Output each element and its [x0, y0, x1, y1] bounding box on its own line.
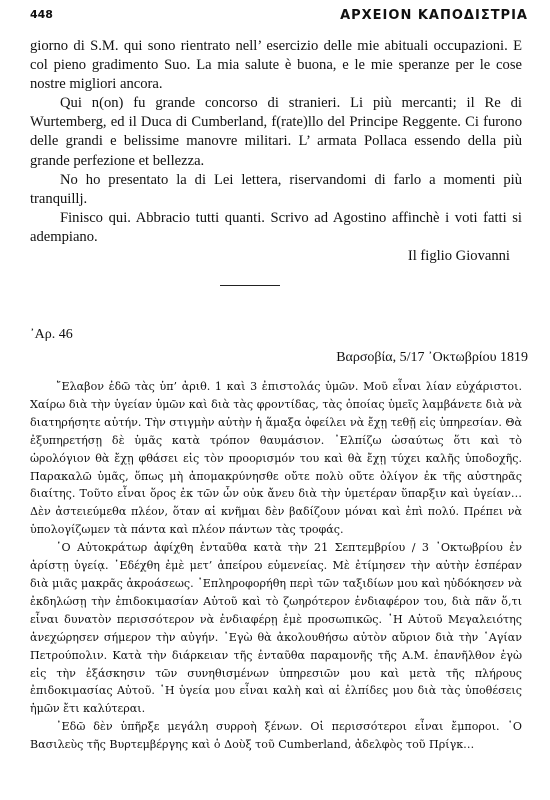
running-title: ΑΡΧΕΙΟΝ ΚΑΠΟΔΙΣΤΡΙΑ: [340, 8, 528, 23]
italian-paragraph: Finisco qui. Abbracio tutti quanti. Scrivo ad Agostino affinchè i voti fatti si adempiano.: [30, 209, 522, 245]
greek-paragraph: ῎Ελαβον ἐδῶ τὰς ὑπ’ ἀριθ. 1 καὶ 3 ἐπιστολάς ὑμῶν. Μοῦ εἶναι λίαν εὐχάριστοι. Χαίρω διὰ τὴν ὑγείαν ὑμῶν καὶ διὰ τὰς φροντίδας, τὰς ὁποίας ὑμεῖς λαμβάνετε διὰ νὰ διατηρήσητε αὐτήν. Τὴν στιγμὴν αὐτὴν ἡ ἅμαξα ὀφείλει νὰ ἔχῃ τεθῇ εἰς ὑπηρεσίαν. Θὰ ἐξυπηρετήσῃ δὲ ὑμᾶς κατὰ τρόπον θαυμάσιον. ᾿Ελπίζω ὡσαύτως ὅτι καὶ τὸ ὡρολόγιον θὰ ἔχῃ φθάσει εἰς τὸν προορισμόν του καὶ θὰ ἔχῃ τύχει καλῆς ὑποδοχῆς. Παρακαλῶ ὑμᾶς, ὅπως μὴ ἀπομακρύνησθε οὔτε πολὺ οὔτε ὀλίγον ἐκ τῆς αὐστηρᾶς διαίτης. Τοῦτο εἶναι ὅρος ἐκ τῶν ὧν οὐκ ἄνευ διὰ τὴν ὑμετέραν ὕπαρξιν καὶ ὑγείαν… Δὲν ἀστειεύμεθα πλέον, ὅταν αἱ κνῆμαι δὲν βαδίζουν μόναι καὶ ἐπὶ πολύ. Πρέπει νὰ ὑπολογίζωμεν τὰ πάντα καὶ πλέον πάντων τὰς τροφάς.: [30, 380, 522, 537]
letter-dateline: Βαρσοβία, 5/17 ᾿Οκτωβρίου 1819: [336, 350, 528, 365]
italian-paragraph: No ho presentato la di Lei lettera, riservandomi di farlo a momenti più tranquillj.: [30, 171, 522, 207]
page-number: 448: [30, 8, 53, 21]
letter-number: ᾿Αρ. 46: [30, 327, 73, 342]
greek-paragraph: ᾿Εδῶ δὲν ὑπῆρξε μεγάλη συρροὴ ξένων. Οἱ περισσότεροι εἶναι ἔμποροι. ῾Ο Βασιλεὺς τῆς Βυρτεμβέργης καὶ ὁ Δοὺξ τοῦ Cumberland, ἀδελφὸς τοῦ Πρίγκ…: [30, 720, 522, 752]
italian-paragraph: Qui n(on) fu grande concorso di stranieri. Li più mercanti; il Re di Wurtemberg, ed il Duca di Cumberland, f(rate)llo del Principe Reggente. Ci furono delle grandi e belissime manovre militari. L’ armata Pollaca essendo della più grande perfezione et bellezza.: [30, 95, 522, 169]
greek-paragraph: ῾Ο Αὐτοκράτωρ ἀφίχθη ἐνταῦθα κατὰ τὴν 21 Σεπτεμβρίου / 3 ᾿Οκτωβρίου ἐν ἀρίστῃ ὑγείᾳ. ᾿Εδέχθη ἐμὲ μετ’ ἀπείρου εὐμενείας. Μὲ ἐτίμησεν τὴν αὐτὴν ἑσπέραν διὰ μιᾶς μακρᾶς ἀκροάσεως. ᾿Επληροφορήθη περὶ τῶν ταξιδίων μου καὶ ηὐδόκησεν νὰ ἐκδηλώσῃ τὴν ἐπιδοκιμασίαν Αὐτοῦ καὶ τὸ ζωηρότερον ἐνδιαφέρον του, διὰ πᾶν ὅ,τι εἶναι δυνατὸν περισσότερον νὰ ἐνδιαφέρῃ ἐμὲ προσωπικῶς. ῾Η Αὐτοῦ Μεγαλειότης ἀνεχώρησεν σήμερον τὴν αὐγήν. ᾿Εγὼ θὰ ἀκολουθήσω αὐτὸν αὔριον διὰ τὴν ῾Αγίαν Πετρούπολιν. Κατὰ τὴν διάρκειαν τῆς ἐνταῦθα παραμονῆς τῆς Α.Μ. ἐπανῆλθον ἐγὼ εἰς τὴν ἐξάσκησιν τῶν συνηθισμένων ὑπηρεσιῶν μου καὶ μετὰ τῆς πλήρους ἐπιδοκιμασίας Αὐτοῦ. ῾Η ὑγεία μου εἶναι καλὴ καὶ αἱ ἐλπίδες μου διὰ τὰς ὑποθέσεις ἡμῶν ἔτι καλύτεραι.: [30, 541, 522, 716]
section-divider: [220, 285, 280, 286]
running-header: [30, 8, 528, 26]
italian-paragraph: giorno di S.M. qui sono rientrato nell’ esercizio delle mie abituali occupazioni. E col pieno gradimento Suo. La mia salute è buona, e le mie speranze per le cose nostre migliori ancora.: [30, 38, 522, 93]
greek-translation: [30, 378, 522, 754]
signature: Il figlio Giovanni: [407, 248, 510, 265]
italian-letter-continuation: [30, 37, 522, 266]
